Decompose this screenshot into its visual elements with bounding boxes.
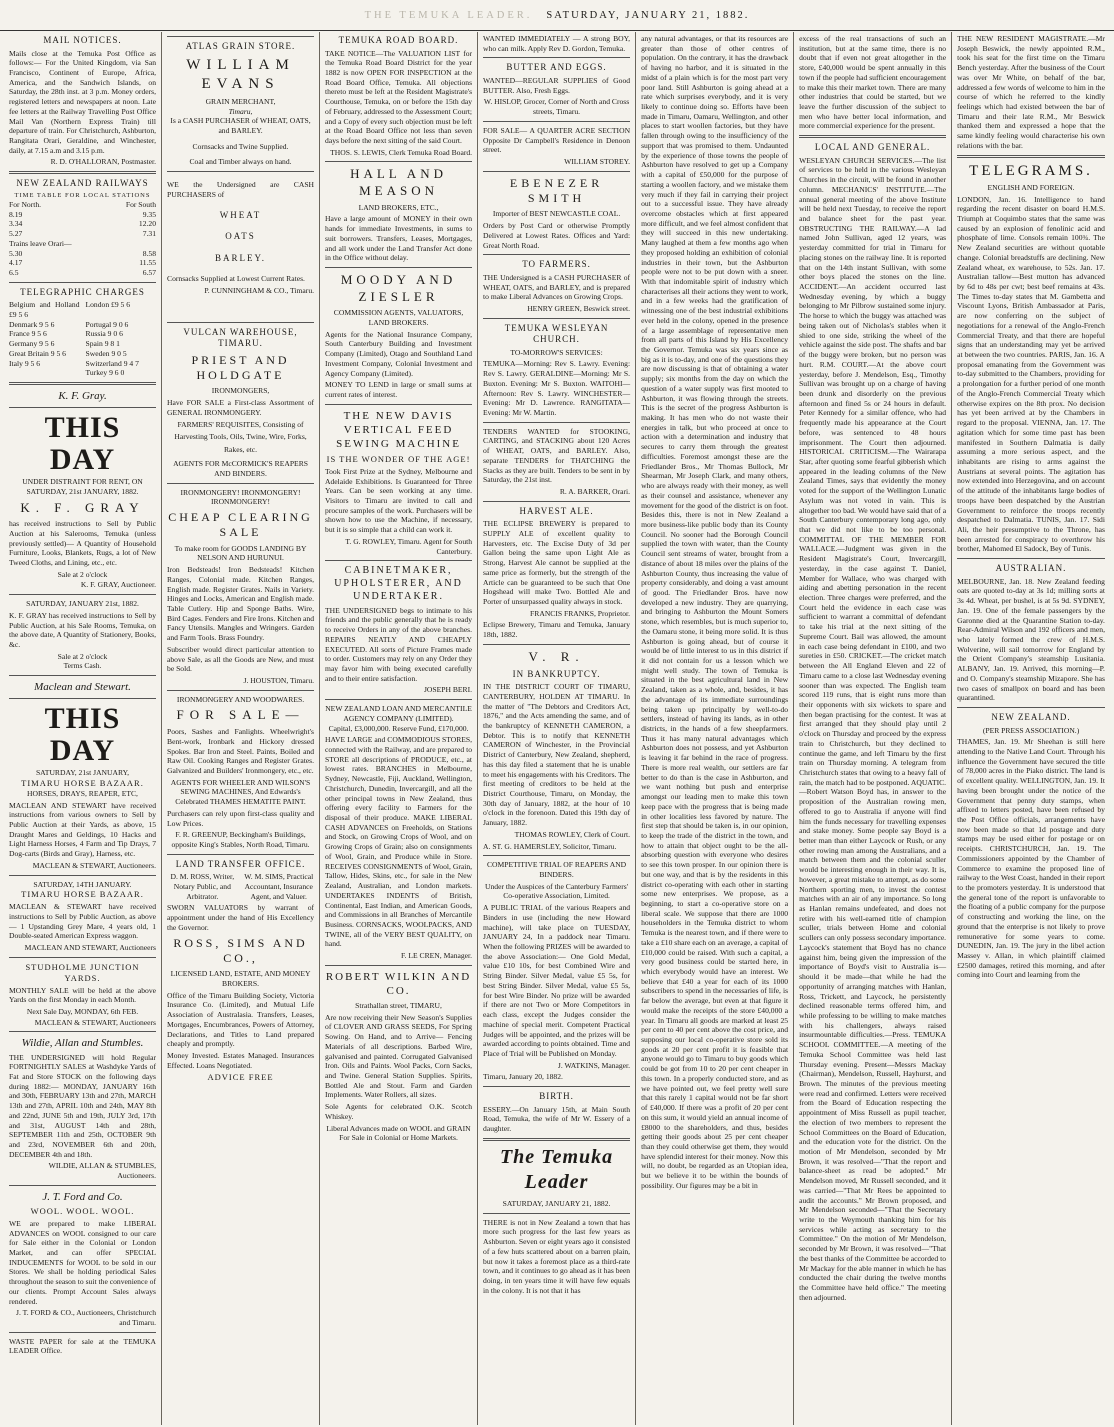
clearing-sale-text: Subscriber would direct particular attention to above Sale, as all the Goods are New, and must be Sold. bbox=[167, 644, 315, 674]
gray-signature: K. F. GRAY, Auctioneer. bbox=[80, 580, 157, 590]
wilkin-sub: Strathallan street, TIMARU, bbox=[355, 1000, 442, 1010]
for-north-label: For North. bbox=[9, 199, 42, 209]
grain-barley: BARLEY. bbox=[214, 252, 267, 263]
vr-heading: V. R. bbox=[528, 648, 585, 664]
tele-row-right-4: Sweden 9 0 5 bbox=[85, 348, 127, 358]
mccormick-agents: AGENTS FOR McCORMICK'S REAPERS AND BINDERS. bbox=[173, 459, 308, 478]
divider bbox=[483, 318, 630, 319]
divider bbox=[957, 558, 1105, 559]
land-brokers-label: LAND BROKERS, ETC., bbox=[358, 202, 439, 212]
harvest-ale-heading: HARVEST ALE. bbox=[519, 505, 594, 516]
liberal-advances: Liberal Advances made on WOOL and GRAIN For Sale in Colonial or Home Markets. bbox=[326, 1123, 471, 1143]
divider bbox=[9, 1185, 156, 1186]
mail-notices-heading: MAIL NOTICES. bbox=[43, 35, 122, 45]
maclean-signature-2: MACLEAN AND STEWART, Auctioneers bbox=[24, 943, 157, 953]
divider bbox=[483, 57, 630, 58]
this-day-heading: THIS DAY bbox=[44, 411, 121, 476]
foreign-telegrams-text: LONDON, Jan. 16. Intelligence to hand regarding the recent disaster on board H.M.S. Triumph at Coquimbo states that the same was caused by an explosion of fenolinic acid and phosphate of lime. Consols remain 100¾. The New Zealand securities are without quotable change. Colonial breadstuffs are declining. New Zealand wheat, ex warehouse, to 52s. Jan. 17. Australian tallow—Best mutton has advanced by 6d to 48s per cwt; best beef remains at 43s. The Times to-day states that M. Gambetta and Viscount Lyons, British Ambassador at Paris, are now conferring on the subject of negotiations for a renewal of the Anglo-French Commercial Treaty, and that there are hopeful signs that an understanding may yet be arrived at between the two countries. PARIS, Jan. 16. A proposal emanating from the Government was to-day submitted to the Chambers, providing for a prolongation for a further period of one month of the Anglo-French Commercial Treaty which otherwise expires on the 8th prox. No decision has yet been arrived at by the Chambers in regard to the proposal. VIENNA, Jan. 17. The agitation which for some time past has been manifested in Southern Dalmatia is daily assuming a more serious aspect, and the inhabitants are rising to arms against the Austrians at several points. The agitation has now extended into Herzegovina, and on account of the attitude of the inhabitants large bodies of troops have been despatched by the Austrian Government to reinforce the troops recently despatched to Dalmatia. TUNIS, Jan. 17. Sidi Ali, the heir presumptive to the Throne, has been arrested for conspiracy to overthrow his brother, Mahomed El Sadock, Bey of Tunis. bbox=[957, 194, 1105, 554]
divider bbox=[325, 267, 472, 268]
divider bbox=[9, 875, 156, 876]
divider bbox=[325, 161, 472, 162]
farmers-requisites: FARMERS' REQUISITES, Consisting of bbox=[177, 419, 304, 429]
divider bbox=[957, 155, 1105, 158]
nz-loan-capital: Capital, £3,000,000. Reserve Fund, £170,000. bbox=[328, 723, 469, 733]
priest-text: Have FOR SALE a First-class Assortment of GENERAL IRONMONGERY. bbox=[167, 398, 315, 417]
davis-text: Took First Prize at the Sydney, Melbourne and Adelaide Exhibitions. Is Guaranteed for Three Years. Can be seen working at any time. Visitors to Timaru are invited to call and procure samples of the work. Purchasers will be shown how to use the Machine, if necessary, but it is so simple that a child can work it. bbox=[325, 466, 473, 535]
ross-name: D. M. ROSS, Writer, Notary Public, and Arbitrator. bbox=[170, 872, 235, 901]
sale-date: SATURDAY, 21st JANUARY, 1882. bbox=[26, 486, 139, 496]
wheeler-wilson-agents: AGENTS FOR WHEELER AND WILSON'S SEWING MACHINES, And Edwards's Celebrated THAMES HEMATITE PAINT. bbox=[170, 777, 311, 807]
grain-oats: OATS bbox=[225, 231, 256, 242]
for-sale-list: Poors, Sashes and Fanlights. Wheelwright's Bent-work, Ironbark and Hickory dressed Spokes. Bar Iron and Steel. Paints, Boiled and Raw Oil. Cooking Ranges and Register Grates. Galvanized and Builders' Ironmongery, etc., etc. bbox=[167, 727, 315, 775]
australian-text: MELBOURNE, Jan. 18. New Zealand feeding oats are quoted to-day at 3s 1d; milling sorts at 3s 4d. Wheat, per bushel, is at 5s 9d. SYDNEY, Jan. 19. One of the female passengers by the Garonne died at the Quarantine Station to-day. Rear-Admiral Wilson and 192 officers and men, who lately formed the crew of H.M.S. Wolverine, will sail tomorrow for England by the Orient Company's steamship Lusitania. ALBANY, Jan. 19. Arrived, this morning—P. and O. Company's steamship Mizapore. She has two cases of smallpox on board and has been quarantined. bbox=[957, 576, 1105, 703]
masthead bbox=[0, 0, 1114, 31]
divider bbox=[483, 121, 630, 122]
divider bbox=[167, 690, 314, 691]
leader-article-start: THERE is not in New Zealand a town that has more such progress for the last few years as Ashburton. Seven or eight years ago it consisted of a few huts scattered about on a barren plain, but now it takes a foremost place as a third-rate town, and it continues to go ahead as it has been doing, in ten years time it will have few equals in the colony. It is not that it has bbox=[483, 1217, 631, 1295]
gray-script-heading: K. F. Gray. bbox=[58, 389, 107, 402]
clearing-sale-heading: CHEAP CLEARING SALE bbox=[168, 509, 313, 540]
woodwares-heading: IRONMONGERY AND WOODWARES. bbox=[176, 694, 305, 704]
evans-sub: GRAIN MERCHANT, bbox=[205, 96, 276, 106]
telegraphic-charges-heading: TELEGRAPHIC CHARGES bbox=[20, 286, 145, 297]
divider bbox=[167, 171, 314, 172]
reapers-trial-sub: Under the Auspices of the Canterbury Farmers' Co-operative Association, Limited. bbox=[485, 881, 629, 901]
smith-sub: Importer of BEST NEWCASTLE COAL. bbox=[492, 209, 621, 219]
divider bbox=[483, 855, 630, 856]
mail-notices-signature: R. D. O'HALLORAN, Postmaster. bbox=[50, 157, 157, 167]
divider bbox=[9, 382, 156, 385]
tele-row-left-2: France 9 5 6 bbox=[9, 329, 47, 339]
greenup-signature: F. R. GREENUP, Beckingham's Buildings, opposite King's Stables, North Road, Timaru. bbox=[171, 830, 310, 849]
divider bbox=[325, 699, 472, 700]
ironmongery-heading: IRONMONGERY! IRONMONGERY! IRONMONGERY! bbox=[180, 487, 301, 507]
greenup-text: Purchasers can rely upon first-class quality and Low Prices. bbox=[167, 808, 315, 828]
franks-signature: FRANCIS FRANKS, Proprietor. bbox=[530, 608, 631, 618]
divider bbox=[325, 404, 472, 405]
watkins-signature: J. WATKINS, Manager. bbox=[557, 1060, 631, 1070]
tele-row-left-1: Denmark 9 5 6 bbox=[9, 319, 55, 329]
gray-sale-text-2: K. F. GRAY has received instructions to Sell by Public Auction, at his Sale Rooms, Temuka, on the above date, A Quantity of Stationery, Books, &c. bbox=[9, 610, 157, 650]
terms-cash: Terms Cash. bbox=[63, 661, 102, 671]
leader-article-end: excess of the real transactions of such an institution, but at the same time, there is no doubt that if even not great altogether in the store, £40,000 would be spent annually in this town if the people had sufficient encouragement to make this their market town. There are many other industries that could be started, but we leave the further discussion of the subject to men who have better local information, and more commercial experience for the present. bbox=[799, 34, 947, 131]
leader-article-continued: any natural advantages, or that its resources are greater than those of other centres of population. On the contrary, it has the drawback of having no harbor, and it is situated in the midst of a plain which is for the most part very poor land. Still Ashburton is going ahead at a rate which surprises everybody, and it is very likely to continue doing so. Efforts have been made in Timaru, Oamaru, Wellington, and other places to start woollen factories, but they have fallen through owing to the insufficiency of the support that was promised to them. Undaunted by the experience of those towns the people of Ashburton have resolved to get up a Company with a capital of £50,000 for the purpose of starting a woollen factory, and we mistake them very much if they fail in carrying their project out to a successful issue. They have already overcome obstacles which at first appeared more difficult, and we feel almost confident that they will succeed in this new undertaking. Many laughed at them a few months ago when they proposed holding an exhibition of colonial industries in their town, but the Ashburton people were not to be put down with a sneer. With that indomitable spirit of industry which characterises all their actions they went to work, and in a few weeks had the gratification of witnessing one of the best industrial exhibitions ever held in the colony, opened in the presence of a large assemblage of representative men from all parts of this Island by His Excellency the Governor. Temuka was six years since as big as it is to-day, and one of the questions they are now discussing is that of obtaining a water supply; six months from the day on which the question of a water supply was first mooted to Ashburton, it was flowing through the streets. This is the secret of the progress Ashburton is making. It has men who do not waste their energies in talk, but who proceed at once to action with a determination and industry that secures to carry them through the greatest difficulties. Foremost amongst these are the Friedlander Bros., Mr Thomas Bullock, Mr Shearman, Mr Joseph Clark, and many others, who are always ready with their money, as well as their counsel and assistance, whenever any movement for the good of the district is on foot. Besides this, there is not in New Zealand a more business-like public body than its County Council. No sooner had the Borough Council supplied the town with water, than the County Council sent streams of water, brought from a distance of about 18 miles over the plains of the Ashburton County, thus increasing the value of property considerably, and doing a vast amount of good. The Friedlander Bros. have now developed a new industry. They are quarrying, and bringing to Ashburton the Mount Somers stone, which resembles, but is much superior to, the Oamaru stone, it being more solid. It is thus Ashburton is going ahead, but of course it would be of little interest to us in this district if it did not contain for us a lesson which we might well study. The town of Temuka is situated in the best agricultural land in New Zealand, taken as a whole, and, besides, it has the advantage of its immediate surroundings being taken up principally by well-to-do settlers, instead of having its lands, as in other districts, in the hands of a few sheepfarmers. Thus it has many natural advantages which Ashburton does not possess, and yet Ashburton is leaving it far behind in the race of progress. There is more real wealth, our settlers are far better to do than is the case in Ashburton, and we want nothing but push and enterprise amongst our leading men to make this town keep pace with the progress that is being made in other localities less favored by nature. The first step that should be taken is, in our opinion, to keep the trade of the district in the town, and how to attain that object ought to be the all-absorbing question with everyone who desires to see this town prosper. In our opinion there is but one way, and that is by the residents in this district co-operating with each other in starting some new enterprises. We propose, as a beginning, to start a co-operative store on a liberal scale. We suppose that there are 1000 householders in the Temuka district to whom Temuka is the nearest town, and if there were to take a £10 share each on an average, a capital of £10,000 could be raised. With such a capital, a very good business could be started here, in which everybody would have an interest. We believe that £40 a year for each of its 1000 subscribers to spend in the necessaries of life, is far below the average, but even at that figure it would make the receipts of the store £40,000 a year. In Timaru all goods are marked at least 25 per cent to 40 per cent above the cost price, and supposing our local co-operative store sold its goods at 20 per cent profit it is feasible that anyone would go to Timaru to buy goods which could be got from 10 to 20 per cent cheaper in this town. In a properly conducted store, and as we have pointed out, we feel pretty well sure that this rarely 1 capital would not be far short of £40,000. If there was a profit of 20 per cent on this sum, it would yield an annual income of £8000 to the shareholders, and thus, besides getting their goods about 25 per cent cheaper than they could otherwise get them, they would have splendid interest for their money. Now this will, no doubt, be regarded as an Utopian idea, but we believe it to be within the bounds of possibility. Our figures may be a bit in bbox=[641, 34, 789, 1190]
reapers-trial-heading: COMPETITIVE TRIAL OF REAPERS AND BINDERS. bbox=[486, 860, 627, 879]
priest-firm-name: PRIEST AND HOLDGATE bbox=[191, 352, 290, 383]
cornsacks-rates: Cornsacks Supplied at Lowest Current Rates. bbox=[167, 274, 305, 284]
rowley-signature: T. G. ROWLEY, Timaru. Agent for South Canterbury. bbox=[345, 536, 473, 556]
australian-heading: AUSTRALIAN. bbox=[995, 563, 1067, 574]
wildie-script-heading: Wildie, Allan and Stumbles. bbox=[21, 1037, 144, 1050]
cunningham-signature: P. CUNNINGHAM & CO., Timaru. bbox=[204, 285, 315, 295]
divider bbox=[483, 254, 630, 255]
ross-sims-firm: ROSS, SIMS AND CO., bbox=[173, 935, 308, 965]
wilkin-text: Are now receiving their New Season's Supplies of CLOVER AND GRASS SEEDS, For Spring Sowing. On Hand, and to Arrive— Fencing Materials of all descriptions. Barbed Wire, galvanised and painted. Corrugated Galvanised Iron. Oils and Paints. Wool Packs, Corn Sacks, and Twine. General Station Supplies. Spirits, Bottled Ale and Stout. Farm and Garden Implements. Water Rollers, all sizes. bbox=[325, 1012, 473, 1100]
this-day-heading-2: THIS DAY bbox=[44, 702, 121, 767]
new-zealand-heading: NEW ZEALAND. bbox=[991, 711, 1071, 722]
beri-signature: JOSEPH BERI. bbox=[423, 685, 473, 695]
birth-text: ESSERY.—On January 15th, at Main South Road, Temuka, the wife of Mr W. Essery of a daughter. bbox=[483, 1104, 631, 1134]
tele-row-right-6: Turkey 9 6 0 bbox=[85, 368, 125, 378]
for-south-label: For South bbox=[125, 199, 157, 209]
road-board-text: TAKE NOTICE—The VALUATION LIST for the Temuka Road Board District for the year 1882 is now OPEN FOR INSPECTION at the Road Board Office, Temuka. All objections thereto must be left at the Resident Magistrate's Courthouse, Temuka, on or before the 15th day of February, addressed to the Assessment Court; and a Copy of every such objection must be left at the Road Board Office not less than seven days before the next sitting of the said Court. bbox=[325, 48, 473, 145]
houston-signature: J. HOUSTON, Timaru. bbox=[243, 676, 315, 685]
studholme-text: MONTHLY SALE will be held at the above Yards on the first Monday in each Month. bbox=[9, 985, 157, 1005]
divider bbox=[9, 698, 156, 699]
press-association: (PER PRESS ASSOCIATION.) bbox=[982, 725, 1080, 735]
divider bbox=[9, 675, 156, 676]
timetable-rows-1 bbox=[9, 210, 156, 239]
hall-meason-firm: HALL AND MEASON bbox=[350, 166, 447, 199]
under-distraint: UNDER DISTRAINT FOR RENT, ON bbox=[22, 477, 143, 487]
wildie-text: THE UNDERSIGNED will hold Regular FORTNIGHTLY SALES at Washdyke Yards of Fat and Store STOCK on the following days during 1882:— MONDAY, JANUARY 16th and 30th, FEBRUARY 13th and 27th, MARCH 13th and 27th, APRIL 10th and 24th, MAY 8th and 22nd, JUNE 5th and 19th, JULY 3rd, 17th and 31st, AUGUST 14th and 28th, SEPTEMBER 11th and 25th, OCTOBER 9th and 23rd, NOVEMBER 6th and 20th, DECEMBER 4th and 18th. bbox=[9, 1052, 157, 1159]
nz-loan-heading: NEW ZEALAND LOAN AND MERCANTILE AGENCY COMPANY (LIMITED). bbox=[325, 704, 472, 723]
cornsacks-supplied: Cornsacks and Twine Supplied. bbox=[192, 141, 289, 151]
sale-date-3: SATURDAY, 21st JANUARY, bbox=[35, 768, 130, 778]
telegrams-heading: TELEGRAMS. bbox=[969, 162, 1093, 179]
harvest-ale-text: THE ECLIPSE BREWERY is prepared to SUPPLY ALE of excellent quality to Harvesters, etc. The Excise Duty of 3d per Gallon being the same upon Light Ale as Strong, Harvest Ale cannot be supplied at the same price as formerly, but the strength of the Article can be guaranteed to be such that One Hogshead will make Two. Bottled Ale and Porter of unsurpassed quality always in stock. bbox=[483, 519, 631, 607]
tenders-text: TENDERS WANTED for STOOKING, CARTING, and STACKING about 120 Acres of WHEAT, OATS, and BARLEY. Also, separate TENDERS for THATCHING the Stacks as they are built. Tenders to be sent in by Saturday, the 21st inst. bbox=[483, 426, 631, 485]
clearing-sale-sub: To make room for GOODS LANDING BY NELSON AND HURUNUI. bbox=[174, 543, 307, 563]
times-north-2: 5.30 4.17 6.5 bbox=[9, 248, 23, 277]
cabinetmaker-text: THE UNDERSIGNED begs to intimate to his friends and the public generally that he is ready to receive Orders in any of the above branches. REPAIRS NEATLY AND CHEAPLY EXECUTED. All sorts of Picture Frames made to order. Customers may rely on any Order they may favor him with being executed carefully and to their entire satisfaction. bbox=[325, 605, 473, 683]
divider bbox=[325, 965, 472, 966]
to-farmers-heading: TO FARMERS. bbox=[522, 259, 591, 270]
ross-sims-names bbox=[167, 872, 314, 901]
divider bbox=[483, 644, 630, 645]
ford-script-heading: J. T. Ford and Co. bbox=[42, 1190, 123, 1203]
column-7 bbox=[952, 32, 1110, 1425]
times-south-2: 8.58 11.55 6.57 bbox=[139, 248, 157, 277]
moody-ziesler-firm: MOODY AND ZIESLER bbox=[340, 271, 457, 304]
next-sale-day: Next Sale Day, MONDAY, 6th FEB. bbox=[26, 1006, 139, 1016]
cash-purchasers-text: WE the Undersigned are CASH PURCHASERS of bbox=[167, 180, 315, 199]
english-foreign-heading: ENGLISH AND FOREIGN. bbox=[987, 182, 1075, 192]
maclean-sale-text: MACLEAN AND STEWART have received instructions from various owners to Sell by Public Auction at their Yards, as above, 15 Draught Mares and Geldings, 10 Hacks and Light Harness Horses, 4 Farm and Tip Drays, 7 Dog-carts (Birds and Gray), Harness, etc. bbox=[9, 800, 157, 859]
ironmongers-label: IRONMONGERS, bbox=[211, 386, 270, 396]
tele-row-left-4: Great Britain 9 5 6 bbox=[9, 348, 66, 358]
divider bbox=[483, 1138, 630, 1141]
times-north-1: 8.19 3.34 5.27 bbox=[9, 209, 23, 239]
money-invested: Money Invested. Estates Managed. Insurances Effected. Loans Negotiated. bbox=[167, 1050, 315, 1070]
davis-heading: THE NEW DAVIS VERTICAL FEED SEWING MACHINE bbox=[336, 409, 461, 450]
butter-eggs-heading: BUTTER AND EGGS. bbox=[506, 62, 607, 73]
birth-heading: BIRTH. bbox=[539, 1091, 574, 1102]
storey-signature: WILLIAM STOREY. bbox=[564, 156, 631, 166]
cabinetmaker-heading: CABINETMAKER, UPHOLSTERER, AND UNDERTAKER. bbox=[334, 565, 463, 602]
divider bbox=[9, 171, 156, 174]
smith-text: Orders by Post Card or otherwise Promptly Delivered at Lowest Rates. Offices and Yard: Great North Road. bbox=[483, 221, 631, 250]
mail-notices-text: Mails close at the Temuka Post Office as follows:— For the United Kingdom, via San Francisco, Continent of Europe, Africa, America, and the Sandwich Islands, on Saturday, the 28th inst. at 3 p.m. Money orders, registered letters and newspapers at noon. Late fee letters at the Railway Travelling Post Office Mail Van (Northern Express Train) till departure of train. For Christchurch, Ashburton, Rangitata Orari, Geraldine, and Winchester, daily, at 7.15 a.m and 3.15 p.m. bbox=[9, 48, 157, 155]
wool-heading: WOOL. WOOL. WOOL. bbox=[30, 1205, 135, 1216]
leader-date: SATURDAY, JANUARY 21, 1882. bbox=[502, 1198, 611, 1208]
divider bbox=[483, 1086, 630, 1087]
studholme-signature: MACLEAN & STEWART, Auctioneers bbox=[34, 1017, 157, 1027]
wilkin-sole-agents: Sole Agents for celebrated O.K. Scotch Whiskey. bbox=[325, 1102, 473, 1121]
paper-name: THE TEMUKA LEADER. bbox=[364, 9, 533, 21]
wesleyan-heading: TEMUKA WESLEYAN CHURCH. bbox=[504, 322, 609, 345]
local-general-text: WESLEYAN CHURCH SERVICES.—The list of services to be held in the various Wesleyan Churches in the circuit, will be found in another column. MECHANICS' INSTITUTE.—The annual general meeting of the above Institute will be held next Tuesday, to receive the report and balance sheet for the past year. OBSTRUCTING THE RAILWAY.—A lad named John Sullivan, aged 12 years, was yesterday committed for trial in Timaru for placing stones on the railway line. It is reported that on the 14th instant Sullivan, with some other boys placed the stones on the line. ACCIDENT.—An accident occurred last Wednesday evening, by which a buggy belonging to Mr Pilbrow sustained some injury. The horse to which the buggy was attached was being taken out of Nicholas's stables when it shied to one side, striking the wheel of the vehicle against the side post. The shafts and bar of the buggy were broken, but no person was hurt. R.M. COURT.—At the above court yesterday, before J. Mendelson, Esq., Timothy Sullivan was brought up on a charge of having been drunk and disorderly on the previous afternoon and fined 5s or 24 hours in default. Peter Kennedy for a similar offence, who had frequently made his appearance at the Court before, was sentenced to 48 hours imprisonment. The Court then adjourned. HISTORICAL CRITICISM.—The Wairarapa Star, after quoting some fearful gibberish which appeared in the leading columns of the New Zealand Times, says that evidently the money voted for the support of the Wellington Lunatic Asylum was not voted in vain. This is altogether too bad. We would have said that of a South Canterbury contemporary long ago, only that we did not like to be too personal. COMMITTAL OF THE MEMBER FOR WALLACE.—Judgment was given in the Resident Magistrate's Court, Invercargill, yesterday, in the case against T. Daniel, Member for Wallace, who was charged with aiding and abetting personation in the recent election. Three charges were preferred, and the Court held the evidence in each case was sufficient to warrant a committal of defendant to take his trial at the next sitting of the Supreme Court. Bail was allowed, the amount in each case being defendant in £100, and two sureties in £50. CRICKET.—The cricket match between the All England Eleven and 22 of Timaru came to a close last Wednesday evening sooner than was expected. The English team scored 119 runs, that is eight runs more than their opponents with six wickets to spare and then began practising for the contest. It was at first arranged that they should play until 2 o'clock on Thursday and proceed by the express train to Christchurch, but they declined to continue the game, and left Timaru by the first train on Thursday morning. A telegram from Christchurch states that owing to a heavy fall of rain, the match had to be postponed. AQUATIC.—Robert Watson Boyd has, in answer to the proposition of the Australian rowing men, offered to go to Australia if anyone will find him the funds necessary for travelling expenses and stake money. Some people say Boyd is a better man than either Laycock or Rush, or any other rowing man among the Australians, and a match between them and the colonial sculler would be interesting enough in their way. It is, however, a great mistake to attempt, as do some Northern sporting men, to invest the contest matches with an air of any importance. So long as Hanlan remains undefeated, and does not retire with his well-earned title of champion sculler, trials between Home and colonial scullers can only possess secondary importance. Laycock's statement that Boyd has no chance against him, being given the impression of the importance of Boyd's visit to Australia is—should it be made—that while he had the opportunity of arranging matches with Hanlan, Ross, Trickett, and Laycock, he persistently declined reasonable terms offered him, and while professing to be willing to make matches with his challengers, always raised insurmountable difficulties.—Press. TEMUKA SCHOOL COMMITTEE.—A meeting of the Temuka School Committee was held last Thursday evening. Present—Messrs Mackay (Chairman), Mendelson, Russell, Hayhurst, and Brown. The minutes of the previous meeting were read and confirmed. Letters were received from the Board of Education respecting the appointment of Miss Russell as pupil teacher, the election of two members to represent the School Committees on the Board of Education, and the education vote for the district. On the motion of Mr Mendelson, seconded by Mr Brown, it was resolved—"That the report and balance-sheet as read be adopted." Mr Mendelson moved, Mr Russell seconded, and it was carried—"That Mr Rees be appointed to audit the accounts." Mr Brown proposed, and Mr Mendelson seconded—"That the Secretary write to the Weymouth thanking him for his services while acting as secretary to the Committee." On the motion of Mr Mendelson, seconded by Mr Brown, it was resolved—"That the best thanks of the Committee be accorded to Mr Mackay for the able manner in which he has conducted the chair during the twelve months the Committee have held office." The meeting then adjourned. bbox=[799, 155, 947, 1302]
maclean-signature: MACLEAN & STEWART, Auctioneers. bbox=[32, 860, 157, 870]
vulcan-heading: VULCAN WAREHOUSE, TIMARU. bbox=[183, 326, 298, 349]
bankruptcy-signature: THOMAS ROWLEY, Clerk of Court. bbox=[514, 829, 631, 839]
sims-name: W. M. SIMS, Practical Accountant, Insurance Agent, and Valuer. bbox=[244, 872, 314, 901]
railways-heading: NEW ZEALAND RAILWAYS bbox=[16, 178, 149, 189]
sale-date-2: SATURDAY, JANUARY 21st, 1882. bbox=[26, 599, 139, 609]
butter-eggs-text: WANTED—REGULAR SUPPLIES of Good BUTTER. Also, Fresh Eggs. bbox=[483, 75, 631, 95]
bankruptcy-heading: IN BANKRUPTCY. bbox=[512, 668, 601, 679]
grain-wheat: WHEAT bbox=[219, 209, 262, 220]
wilkin-firm: ROBERT WILKIN AND CO. bbox=[325, 970, 472, 997]
atlas-grain-heading: ATLAS GRAIN STORE. bbox=[185, 41, 296, 51]
trains-leave-label: Trains leave Orari— bbox=[9, 238, 72, 248]
hamersley-signature: A. ST. G. HAMERSLEY, Solicitor, Timaru. bbox=[483, 841, 617, 851]
divider bbox=[957, 707, 1105, 708]
divider bbox=[483, 1213, 630, 1214]
column-1 bbox=[4, 32, 162, 1425]
money-to-lend: MONEY TO LEND in large or small sums at current rates of interest. bbox=[325, 380, 473, 399]
services-text: TEMUKA—Morning: Rev S. Lawry. Evening: Rev S. Lawry. GERALDINE—Morning: Mr S. Buxton. Evening: Mr S. Buxton. WAITOHI—Afternoon: Rev S. Lawry. WINCHESTER—Evening: Mr D. Lawrence. RANGITATA—Evening: Mr W. Martin. bbox=[483, 359, 631, 418]
timetable-subheading: TIME TABLE FOR LOCAL STATIONS bbox=[14, 191, 151, 199]
temuka-leader-title: The Temuka Leader bbox=[499, 1145, 614, 1194]
moody-ziesler-agents: Agents for the National Insurance Company, South Canterbury Building and Investment Company (Limited), Otago and Southland Land Investment Company, Colonial Investment and Agency Company (Limited). bbox=[325, 329, 473, 378]
tele-row-right-0: London £9 5 6 bbox=[85, 300, 131, 310]
divider bbox=[9, 407, 156, 408]
land-transfer-heading: LAND TRANSFER OFFICE. bbox=[175, 858, 306, 869]
ford-text: WE are prepared to make LIBERAL ADVANCES on WOOL consigned to our care for Sale either in the Colonial or London Market, and can offer SPECIAL INDUCEMENTS for WOOL to be sold in our Stores. We shall be holding periodical Sales throughout the season to suit the convenience of our clients. Prompt Account Sales always rendered. bbox=[9, 1218, 157, 1306]
ford-signature: J. T. FORD & CO., Auctioneers, Christchurch and Timaru. bbox=[16, 1308, 157, 1327]
green-text: THE Undersigned is a CASH PURCHASER of WHEAT, OATS, and BARLEY, and is prepared to make Liberal Advances on Growing Crops. bbox=[483, 272, 631, 302]
divider bbox=[483, 422, 630, 423]
requisites-list: Harvesting Tools, Oils, Twine, Wire, Forks, Rakes, etc. bbox=[174, 432, 307, 455]
issue-date: SATURDAY, JANUARY 21, 1882. bbox=[546, 9, 750, 21]
divider bbox=[799, 135, 946, 138]
newspaper-columns bbox=[4, 32, 1110, 1425]
timetable-labels bbox=[9, 200, 156, 210]
horse-bazaar-heading-2: TIMARU HORSE BAZAAR. bbox=[21, 889, 144, 900]
lecren-signature: F. LE CREN, Manager. bbox=[400, 951, 473, 961]
local-general-heading: LOCAL AND GENERAL. bbox=[814, 142, 931, 153]
column-3 bbox=[320, 32, 478, 1425]
quarter-acre-for-sale: FOR SALE— A QUARTER ACRE SECTION Opposite Dr Campbell's Residence in Denoon street. bbox=[483, 125, 631, 155]
wonder-of-age: IS THE WONDER OF THE AGE! bbox=[326, 453, 471, 464]
bankruptcy-text: IN THE DISTRICT COURT OF TIMARU, CANTERBURY, HOLDEN AT TIMARU. In the matter of "The Debtors and Creditors Act, 1876," and the Acts amending the same, and of the bankruptcy of KENNETH CAMERON, a Debtor. This is to notify that KENNETH CAMERON of Winchester, in the Provincial District of Canterbury, New Zealand, shepherd, has this day filed a statement that he is unable to meet his engagements with his Creditors. The first meeting of creditors to be held at the District Courthouse, Timaru, on Monday, the 30th day of January, 1882, at the hour of 10 o'clock in the forenoon. Dated this 19th day of January, 1882. bbox=[483, 682, 631, 828]
divider bbox=[9, 594, 156, 595]
tele-row-right-5: Switzerland 9 4 7 bbox=[85, 358, 139, 368]
hall-meason-text: Have a large amount of MONEY in their own hands for immediate Investments, in sums to suit borrowers. Transfers, Leases, Mortgages, and all work under the Land Transfer Act done in the Office without delay. bbox=[325, 214, 473, 263]
maclean-script-heading: Maclean and Stewart. bbox=[34, 681, 131, 694]
green-signature: HENRY GREEN, Beswick street. bbox=[527, 303, 631, 313]
gray-firm-name: K. F. GRAY bbox=[20, 499, 145, 515]
advice-free: ADVICE FREE bbox=[207, 1072, 274, 1083]
services-heading: TO-MORROW'S SERVICES: bbox=[510, 347, 603, 357]
sale-time: Sale at 2 o'clock bbox=[57, 569, 108, 579]
divider bbox=[167, 483, 314, 484]
tele-row-left-6 bbox=[9, 368, 80, 378]
wanted-boy: WANTED IMMEDIATELY — A strong BOY, who can milk. Apply Rev D. Gordon, Temuka. bbox=[483, 34, 631, 53]
smith-firm: EBENEZER SMITH bbox=[509, 175, 604, 206]
wildie-signature: WILDIE, ALLAN & STUMBLES, Auctioneers. bbox=[48, 1161, 157, 1181]
tele-row-right-3: Spain 9 8 1 bbox=[85, 339, 120, 349]
barker-signature: R. A. BARKER, Orari. bbox=[559, 487, 631, 497]
tele-row-left-5: Italy 9 5 6 bbox=[9, 358, 41, 368]
divider bbox=[9, 1332, 156, 1333]
sworn-valuators: SWORN VALUATORS by warrant of appointment under the hand of His Excellency the Governor. bbox=[167, 903, 315, 932]
timetable-rows-2 bbox=[9, 249, 156, 278]
tele-row-right-1: Portugal 9 0 6 bbox=[85, 319, 129, 329]
resident-magistrate-text: THE NEW RESIDENT MAGISTRATE.—Mr Joseph Beswick, the newly appointed R.M., took his seat for the first time on the Timaru Bench yesterday. After the business of the Court was over Mr White, on behalf of the bar, addressed a few words of welcome to him in the course of which he referred to the kindly feelings which had existed between the bar of Timaru and their late R.M., Mr Beswick thanked them and expressed a hope that the same kindly feeling would characterise his own relations with the bar. bbox=[957, 34, 1105, 150]
divider bbox=[325, 560, 472, 561]
reapers-trial-text: A PUBLIC TRIAL of the various Reapers and Binders in use (including the new Howard machine), will take place on TUESDAY, JANUARY 24, In a paddock near Timaru. When the following PRIZES will be awarded to the above Association:— One Gold Medal, value £10 10s, for best Combined Wire and String Binder. Silver Medal, value £5 5s, for best String Binder. Silver Medal, value £5 5s, for best Wire Binder. No prize will be awarded if there are not Two or More Competitors in each class, except the Judges consider the machine of special merit. Competent Practical Judges will be appointed, and the prizes will be awarded according to points obtained. Time and Place of Trial will be Published on Monday. bbox=[483, 903, 631, 1058]
horses-heading: HORSES, DRAYS, REAPER, ETC, bbox=[27, 788, 138, 798]
divider bbox=[9, 282, 156, 283]
gray-sale-text: has received instructions to Sell by Public Auction at his Salerooms, Temuka (unless previously settled)— A Quantity of Household Furniture, Looks, Blankets, Rugs, a lot of New Tweed Cloths, and Lining, etc., etc. bbox=[9, 519, 157, 567]
evans-text: Is a CASH PURCHASER of WHEAT, OATS, and BARLEY. bbox=[170, 116, 311, 136]
road-board-signature: THOS. S. LEWIS, Clerk Temuka Road Board. bbox=[330, 147, 473, 157]
column-4 bbox=[478, 32, 636, 1425]
column-5 bbox=[636, 32, 794, 1425]
telegraphic-charges-table bbox=[9, 300, 156, 378]
column-2 bbox=[162, 32, 320, 1425]
horse-bazaar-heading: TIMARU HORSE BAZAAR. bbox=[21, 777, 144, 788]
divider bbox=[167, 322, 314, 323]
eclipse-brewery: Eclipse Brewery, Timaru and Temuka, January 18th, 1882. bbox=[483, 620, 631, 640]
coal-timber: Coal and Timber always on hand. bbox=[189, 157, 292, 167]
waste-paper-notice: WASTE PAPER for sale at the TEMUKA LEADER Office. bbox=[9, 1336, 157, 1356]
nz-loan-text: HAVE LARGE and COMMODIOUS STORES, connected with the Railway, and are prepared to STORE all descriptions of PRODUCE, etc., at lowest rates. BRANCHES in Melbourne, Sydney, Newcastle, Fiji, Auckland, Wellington, Christchurch, Dunedin, Invercargill, and all the other principal towns in New Zealand, thus offering every facility to Farmers for the disposal of their produce. MAKE LIBERAL CASH ADVANCES on Freeholds, on Stations and Stock, on Growing Crops of Wool, and on Growing Crops of Grain; also on consignments of Wool, Grain, and Produce while in Store. RECEIVES CONSIGNMENTS of Wool, Grain, Tallow, Hides, Skins, etc., for sale in the New Zealand, Australian, and London markets. UNDERTAKES INDENTS of British, Continental, East Indian, and American Goods, and Commissions in all Branches of Mercantile Business. CORNSACKS, WOOLPACKS, AND TWINE, all of the VERY BEST QUALITY, on hand. bbox=[325, 735, 473, 949]
ross-sims-text: Office of the Timaru Building Society, Victoria Insurance Co. (Limited), and Mutual Life Association of Australasia. Transfers, Leases, Mortgages, Encumbrances, Powers of Attorney, Declarations, and Titles to Land prepared cheaply and promptly. bbox=[167, 990, 315, 1049]
new-zealand-text: THAMES, Jan. 19. Mr Sheehan is still here attending to the Native Land Court. Through his influence the Government have secured the title of 78,000 acres in the Piako district. The land is of excellent quality. WELLINGTON, Jan. 19. It having been brought under the notice of the Government that penny duty stamps, when affixed to letters posted, have been refused by the Post Office officials, arrangements have now been made so that 1d postage and duty stamps may be used either for postage or on receipts. CHRISTCHURCH, Jan. 19. The Commissioners appointed by the Chamber of Commerce to examine the proposed line of railway to the West Coast, handed in their report to the promoters yesterday. It is understood that the general tone of the report is unfavorable to the floating of a public company for the purpose of constructing and working the line, on the ground that the enterprise is not likely to prove remunerative for some years to come. DUNEDIN, Jan. 19. The jury in the libel action Massey v. Allan, in which plaintiff claimed £2500 damages, retired this morning, and after coming into Court and learning from the bbox=[957, 737, 1105, 980]
times-south-1: 9.35 12.20 7.31 bbox=[138, 209, 157, 239]
evans-place: Timaru, bbox=[228, 106, 253, 116]
divider bbox=[167, 36, 314, 37]
road-board-heading: TEMUKA ROAD BOARD. bbox=[338, 35, 459, 45]
tele-row-left-0: Belgium and Holland £9 5 6 bbox=[9, 300, 80, 319]
divider bbox=[9, 1031, 156, 1032]
for-sale-heading: FOR SALE— bbox=[176, 707, 305, 723]
evans-firm-name: WILLIAM EVANS bbox=[186, 56, 295, 92]
divider bbox=[483, 171, 630, 172]
tele-row-right-2: Russia 9 0 6 bbox=[85, 329, 123, 339]
divider bbox=[483, 501, 630, 502]
clearing-sale-list: Iron Bedsteads! Iron Bedsteads! Kitchen Ranges, Colonial made. Kitchen Ranges, English made. Register Grates. Nails in Variety. Hinges and Locks, American and English made. Table Cutlery. Hip and Sponge Baths. Wire, Bird Cages. Fenders and Fire Irons. Kitchen and Fancy Utensils. Mangles and Wringers. Garden and Farm Tools. Brass Foundry. bbox=[167, 565, 315, 643]
sale-time-2: Sale at 2 o'clock bbox=[57, 651, 108, 661]
sale-date-4: SATURDAY, 14TH JANUARY. bbox=[33, 879, 132, 889]
tele-row-left-3: Germany 9 5 6 bbox=[9, 339, 55, 349]
ross-sims-sub: LICENSED LAND, ESTATE, AND MONEY BROKERS. bbox=[170, 969, 311, 988]
divider bbox=[167, 854, 314, 855]
column-6 bbox=[794, 32, 952, 1425]
studholme-heading: STUDHOLME JUNCTION YARDS. bbox=[25, 961, 140, 983]
maclean-sale-text-2: MACLEAN & STEWART have received instructions to Sell by Public Auction, as above— 1 Upstanding Grey Mare, 4 years old, 1 Double-seated American Express waggon. bbox=[9, 902, 157, 941]
hislop-signature: W. HISLOP, Grocer, Corner of North and Cross streets, Timaru. bbox=[483, 97, 630, 117]
divider bbox=[9, 957, 156, 958]
timaru-date: Timaru, January 20, 1882. bbox=[483, 1072, 563, 1082]
moody-ziesler-sub: COMMISSION AGENTS, VALUATORS, LAND BROKERS. bbox=[333, 308, 464, 327]
